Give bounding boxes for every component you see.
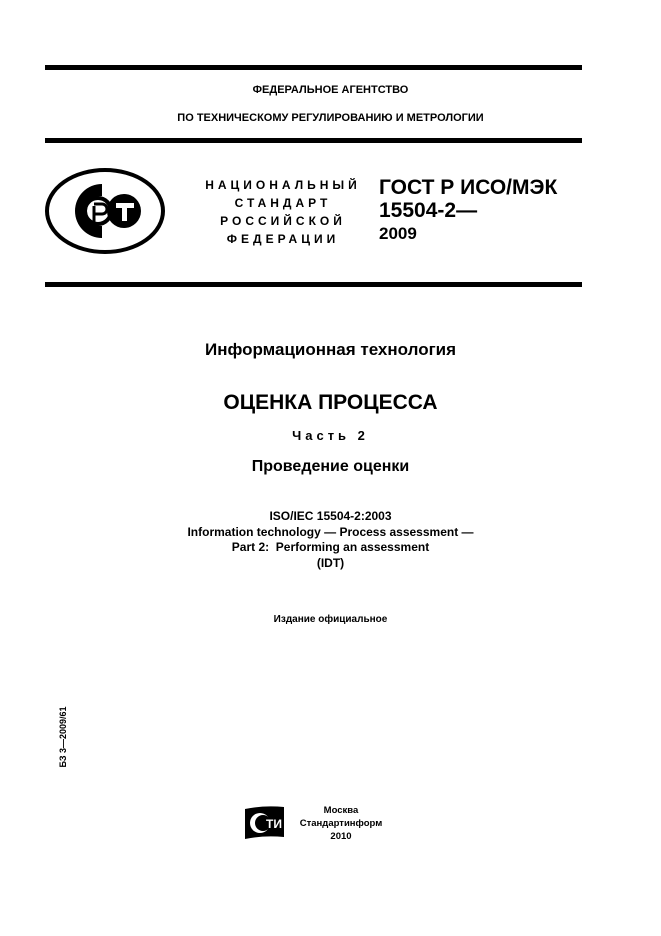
national-standard-block	[193, 176, 373, 248]
side-code: БЗ 3—2009/61	[58, 706, 68, 768]
header-rule	[45, 138, 582, 143]
bottom-header-rule	[45, 282, 582, 287]
publisher-block	[296, 804, 386, 843]
iso-line-4: (IDT)	[316, 555, 345, 570]
ns-line-4: ФЕДЕРАЦИИ	[226, 232, 340, 246]
edition-label: Издание официальное	[273, 614, 388, 625]
top-rule	[45, 65, 582, 70]
publisher-city: Москва	[323, 805, 359, 816]
code-line-2: 15504-2—	[379, 199, 478, 222]
subject-title: Информационная технология	[204, 340, 457, 359]
standartinform-logo-icon	[244, 805, 286, 840]
publisher-name: Стандартинформ	[299, 818, 383, 829]
iso-line-3: Part 2: Performing an assessment	[231, 540, 430, 554]
iso-line-1: ISO/IEC 15504-2:2003	[269, 509, 392, 523]
ns-line-1: НАЦИОНАЛЬНЫЙ	[205, 178, 361, 192]
rst-logo-icon	[44, 166, 166, 256]
iso-line-2: Information technology — Process assessment —	[187, 524, 474, 539]
part-number: Часть 2	[292, 428, 369, 443]
code-line-3: 2009	[379, 224, 417, 243]
agency-line-1: ФЕДЕРАЛЬНОЕ АГЕНТСТВО	[252, 84, 409, 96]
ns-line-2: СТАНДАРТ	[234, 196, 332, 210]
publisher-year: 2010	[330, 831, 352, 842]
agency-line-2: ПО ТЕХНИЧЕСКОМУ РЕГУЛИРОВАНИЮ И МЕТРОЛОГИИ	[177, 112, 484, 124]
main-title: ОЦЕНКА ПРОЦЕССА	[223, 391, 438, 414]
part-title: Проведение оценки	[251, 458, 410, 475]
ns-line-3: РОССИЙСКОЙ	[220, 214, 346, 228]
standard-code	[379, 176, 557, 245]
svg-text:ТИ: ТИ	[266, 817, 282, 831]
code-line-1: ГОСТ Р ИСО/МЭК	[379, 176, 558, 199]
iso-block	[0, 509, 661, 571]
